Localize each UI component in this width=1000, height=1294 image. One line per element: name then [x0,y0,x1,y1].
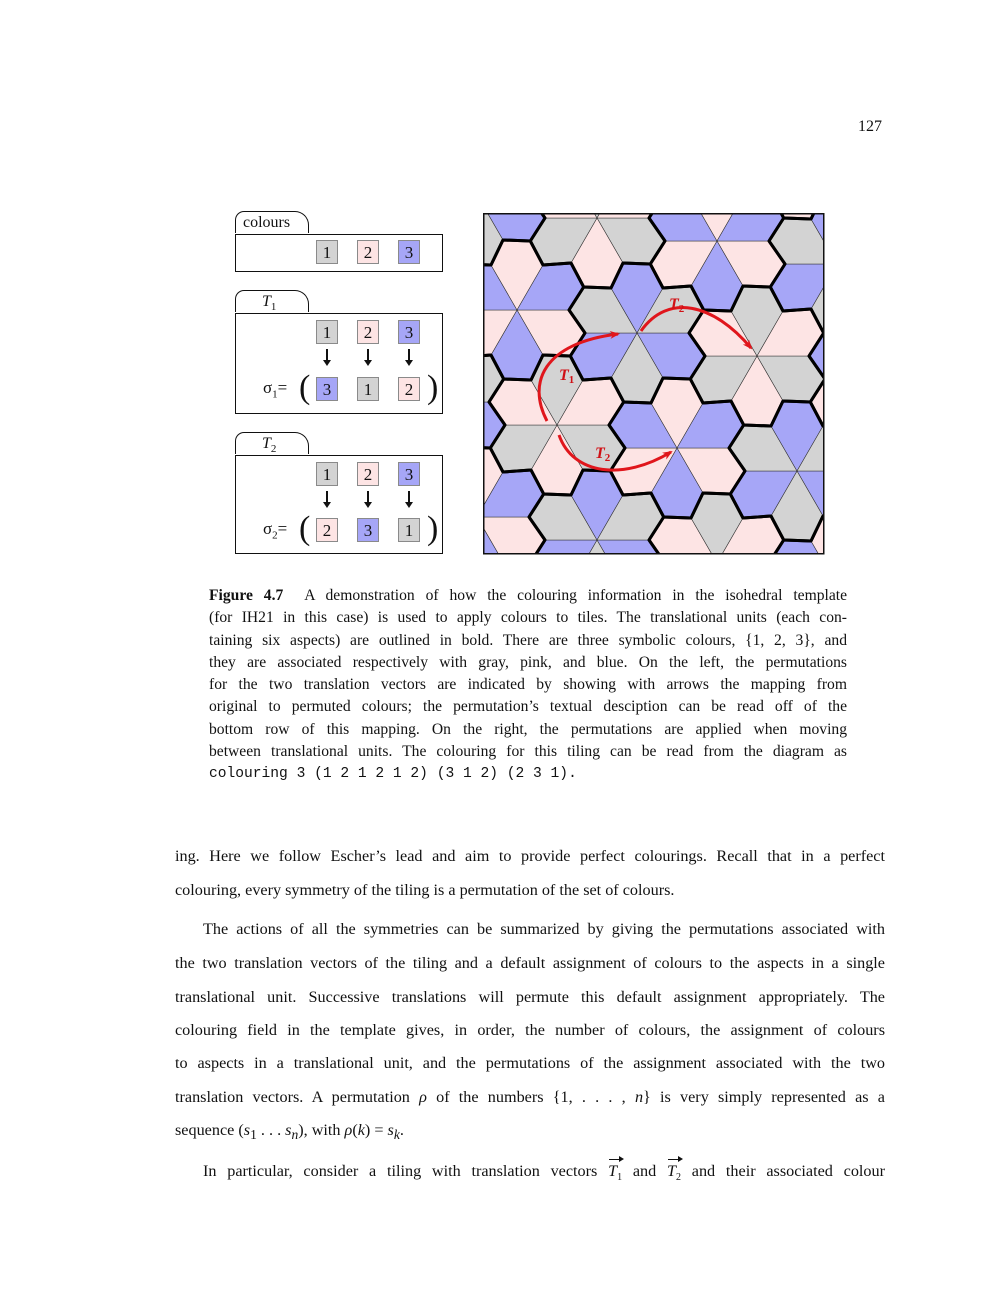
body-line: translational unit. Successive translations will permute this default assignment appropriately. The [175,988,885,1006]
colours-tab [235,211,309,233]
body-line: colouring field in the template gives, in order, the number of colours, the assignment of colours [175,1021,885,1039]
t1-tab [235,290,309,312]
figure-caption [209,585,847,786]
sigma2-label: $\sigma_2=$ [263,519,288,542]
t2-permutation-panel [235,432,443,556]
t1-label: T1 [559,367,575,386]
t2-vector: $T_2$ [667,1162,682,1184]
left-paren: ( [299,510,311,547]
t1-tab-sub: 1 [270,301,277,314]
body-line: In particular, consider a tiling with translation vectors $T_1$ and $T_2$ and their associated colour [203,1162,885,1184]
caption-code: colouring 3 (1 2 1 2 1 2) (3 1 2) (2 3 1). [209,766,577,783]
t1-bottom-cell: 1 [357,377,379,401]
caption-line: for the two translation vectors are indicated by showing with arrows the mapping from [209,676,847,694]
t1-tab-label: T [262,293,271,310]
right-paren: ) [427,510,439,547]
t1-bottom-cell: 3 [316,377,338,401]
t2-box [235,455,443,554]
t2-tab-label: T [262,435,271,452]
right-paren: ) [427,369,439,406]
t2-bottom-label: T2 [595,445,611,464]
colours-tab-label: colours [243,214,291,231]
isohedral-tiling-diagram [483,213,825,555]
t2-bottom-cell: 1 [398,518,420,542]
colours-panel [235,211,443,273]
t2-top-cell: 3 [398,462,420,486]
figure-label: Figure 4.7 [209,587,284,604]
caption-line: bottom row of this mapping. On the right, the permutations are applied when moving [209,720,847,738]
caption-line: taining six aspects) are outlined in bold. There are three symbolic colours, {1, 2, 3}, and [209,631,847,649]
left-paren: ( [299,369,311,406]
t1-top-cell: 1 [316,320,338,344]
sigma1-label: $\sigma_1=$ [263,378,288,401]
caption-line: (for IH21 in this case) is used to apply colours to tiles. The translational units (each con- [209,609,847,627]
caption-line: original to permuted colours; the permutation’s textual desciption can be read off of the [209,698,847,716]
t2-top-cell: 2 [357,462,379,486]
body-line: The actions of all the symmetries can be summarized by giving the permutations associated with [203,920,885,938]
body-line: sequence ($s_1$ . . . $s_n$), with $\rho(k) = s_k$. [175,1121,404,1143]
t1-permutation-panel [235,290,443,416]
tiles-layer [483,213,825,555]
colour-swatch-1: 1 [316,240,338,264]
body-line: to aspects in a translational unit, and the permutations of the assignment associated with the two [175,1054,885,1072]
t2-bottom-cell: 3 [357,518,379,542]
down-arrow-icon [326,491,328,505]
t1-vector: $T_1$ [608,1162,623,1184]
colour-swatch-3: 3 [398,240,420,264]
down-arrow-icon [367,491,369,505]
body-line: colouring, every symmetry of the tiling is a permutation of the set of colours. [175,881,675,899]
t1-box [235,313,443,414]
t2-tab-sub: 2 [270,443,277,456]
body-line: the two translation vectors of the tiling and a default assignment of colours to the aspects in a single [175,954,885,972]
t2-tab [235,432,309,454]
t1-bottom-cell: 2 [398,377,420,401]
colours-box [235,234,443,272]
body-line: ing. Here we follow Escher’s lead and aim to provide perfect colourings. Recall that in a perfect [175,847,885,865]
t2-bottom-cell: 2 [316,518,338,542]
down-arrow-icon [408,491,410,505]
colour-swatch-2: 2 [357,240,379,264]
down-arrow-icon [367,349,369,363]
page-number: 127 [858,118,882,135]
t2-top-label: T2 [669,296,685,315]
caption-line: Figure 4.7 A demonstration of how the colouring information in the isohedral template [209,587,848,604]
body-line: translation vectors. A permutation ρ of the numbers {1, . . . , n} is very simply represented as a [175,1088,885,1106]
down-arrow-icon [408,349,410,363]
caption-line: they are associated respectively with gray, pink, and blue. On the left, the permutations [209,653,847,671]
t1-top-cell: 3 [398,320,420,344]
t1-top-cell: 2 [357,320,379,344]
t2-top-cell: 1 [316,462,338,486]
caption-line: between translational units. The colouring for this tiling can be read from the diagram as [209,743,847,761]
down-arrow-icon [326,349,328,363]
